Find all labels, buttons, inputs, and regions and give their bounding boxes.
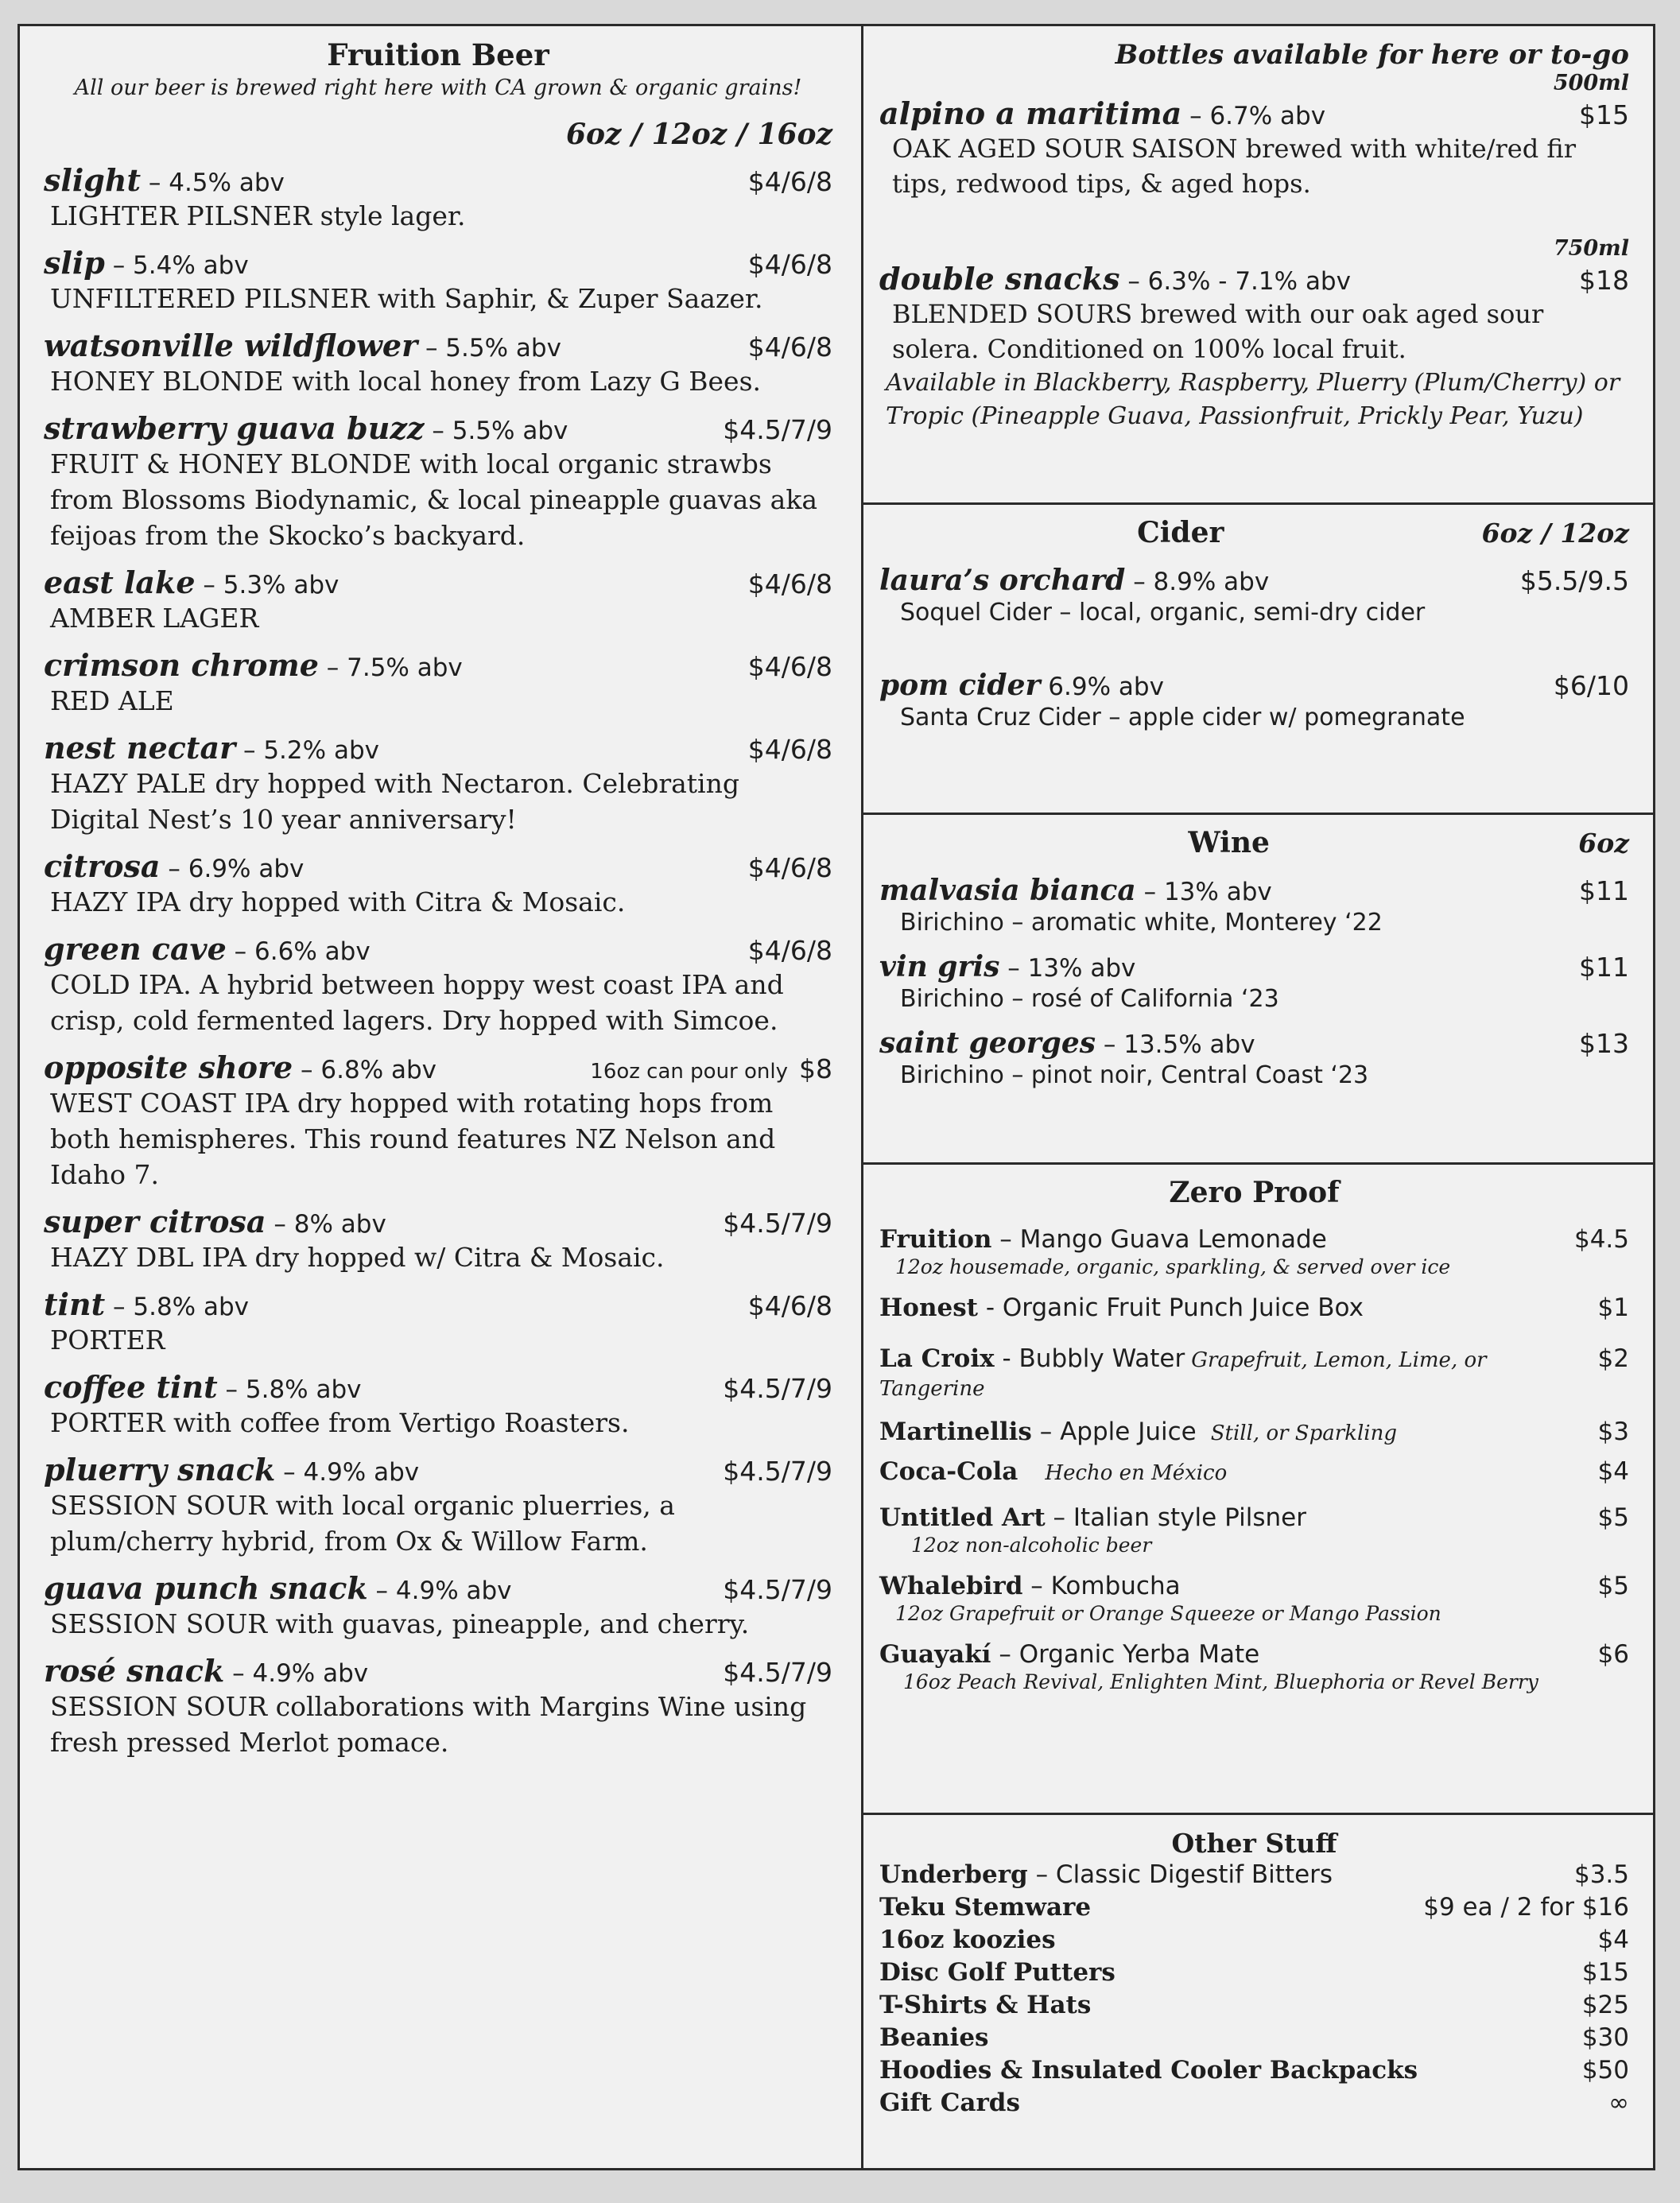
beer-desc: WEST COAST IPA dry hopped with rotating hops from both hemispheres. This round features NZ Nelson and Idaho 7. <box>50 1088 776 1190</box>
zp-brand: Honest <box>879 1293 978 1322</box>
beer-price: $4/6/8 <box>747 935 832 966</box>
beer-price: $4/6/8 <box>747 852 832 883</box>
beer-price: $4/6/8 <box>747 734 832 765</box>
beer-column <box>20 26 861 2168</box>
wine-item <box>879 1026 1629 1092</box>
beer-desc: HONEY BLONDE with local honey from Lazy G Bees. <box>50 366 761 397</box>
wine-price: $11 <box>1579 952 1629 983</box>
beer-abv: – 5.8% abv <box>217 1375 362 1404</box>
beer-desc: SESSION SOUR collaborations with Margins Wine using fresh pressed Merlot pomace. <box>50 1691 807 1758</box>
bottle-desc: OAK AGED SOUR SAISON brewed with white/red fir tips, redwood tips, & aged hops. <box>892 134 1576 199</box>
cider-name: pom cider <box>879 669 1041 702</box>
zp-price: $2 <box>1597 1344 1629 1373</box>
other-stuff-item <box>879 1924 1629 1957</box>
zero-proof-item <box>879 1457 1629 1486</box>
cider-desc: Soquel Cider – local, organic, semi-dry cider <box>900 599 1426 626</box>
zp-detail: 12oz non-alcoholic beer <box>911 1534 1152 1557</box>
zp-brand: Martinellis <box>879 1418 1032 1446</box>
os-item-price: $3.5 <box>1573 1860 1629 1889</box>
beer-name: citrosa <box>44 848 161 884</box>
beer-abv: – 4.9% abv <box>275 1458 420 1487</box>
os-item-name: Teku Stemware <box>879 1893 1092 1922</box>
beer-price: $4/6/8 <box>747 1290 832 1321</box>
bottles-header: Bottles available for here or to-go <box>1115 39 1629 71</box>
beer-desc: FRUIT & HONEY BLONDE with local organic strawbs from Blossoms Biodynamic, & local pineapple guavas aka feijoas from the Skocko’s backyard. <box>50 448 818 551</box>
beer-item <box>44 1452 832 1559</box>
beer-name: green cave <box>44 931 227 967</box>
zp-sep: – <box>1045 1503 1073 1532</box>
cider-section <box>863 505 1653 815</box>
wine-desc: Birichino – rosé of California ‘23 <box>900 985 1279 1013</box>
other-stuff-section <box>863 1815 1653 2168</box>
cider-desc: Santa Cruz Cider – apple cider w/ pomegranate <box>900 704 1465 731</box>
bottle-name: double snacks <box>879 261 1120 297</box>
beer-name: slip <box>44 245 105 281</box>
zp-brand: Coca-Cola <box>879 1457 1018 1486</box>
zp-product: Mango Guava Lemonade <box>1019 1225 1327 1254</box>
os-item-price: ∞ <box>1608 2089 1629 2117</box>
cider-name: laura’s orchard <box>879 564 1126 597</box>
zp-brand: La Croix <box>879 1344 995 1373</box>
beer-item <box>44 1369 832 1441</box>
beer-item <box>44 931 832 1038</box>
zp-detail: 12oz Grapefruit or Orange Squeeze or Mango Passion <box>895 1602 1441 1625</box>
beer-desc: HAZY IPA dry hopped with Citra & Mosaic. <box>50 886 626 917</box>
menu-page <box>17 24 1655 2170</box>
beer-abv: – 6.8% abv <box>293 1056 437 1084</box>
os-item-name: Beanies <box>879 2023 989 2052</box>
beer-abv: – 4.9% abv <box>224 1659 369 1688</box>
wine-sizes: 6oz <box>1578 828 1629 859</box>
os-item-price: $15 <box>1581 1958 1629 1987</box>
beer-price: $4/6/8 <box>747 332 832 363</box>
beer-item <box>44 1204 832 1275</box>
beer-price: $8 <box>799 1053 832 1084</box>
cider-price: $6/10 <box>1553 670 1629 701</box>
zero-proof-section <box>863 1165 1653 1815</box>
cider-abv: – 8.9% abv <box>1125 568 1270 596</box>
zp-sep: – <box>1022 1572 1051 1600</box>
wine-title: Wine <box>1188 826 1270 859</box>
cider-sizes: 6oz / 12oz <box>1481 518 1629 549</box>
beer-item <box>44 1570 832 1642</box>
beer-name: tint <box>44 1286 106 1322</box>
wine-price: $13 <box>1579 1028 1629 1059</box>
bottle-abv: – 6.7% abv <box>1181 102 1326 130</box>
beer-price: $4/6/8 <box>747 651 832 682</box>
zp-detail: 16oz Peach Revival, Enlighten Mint, Bluephoria or Revel Berry <box>903 1670 1538 1693</box>
zp-brand: Fruition <box>879 1225 992 1254</box>
other-stuff-item <box>879 2087 1629 2120</box>
beer-price: $4.5/7/9 <box>723 1574 832 1605</box>
zp-detail: 12oz housemade, organic, sparkling, & served over ice <box>895 1255 1451 1278</box>
beer-price: $4/6/8 <box>747 166 832 197</box>
zp-sep: – <box>1031 1418 1061 1446</box>
bottle-size: 750ml <box>1553 236 1629 261</box>
beer-price: $4.5/7/9 <box>723 1657 832 1688</box>
beer-item <box>44 647 832 719</box>
beer-abv: – 5.5% abv <box>417 334 561 363</box>
cider-item <box>879 669 1629 734</box>
os-item-price: $9 ea / 2 for $16 <box>1423 1893 1629 1922</box>
beer-item <box>44 730 832 837</box>
bottle-price: $18 <box>1579 265 1629 296</box>
beer-item <box>44 848 832 920</box>
beer-abv: – 4.5% abv <box>141 169 285 197</box>
wine-item <box>879 950 1629 1015</box>
beer-abv: – 5.3% abv <box>195 571 339 599</box>
can-pour-note: 16oz can pour only <box>590 1060 788 1084</box>
other-stuff-title: Other Stuff <box>1171 1828 1337 1859</box>
os-item-name: Gift Cards <box>879 2089 1020 2117</box>
beer-desc: LIGHTER PILSNER style lager. <box>50 200 466 231</box>
os-item-name: Disc Golf Putters <box>879 1958 1115 1987</box>
os-item-price: $30 <box>1581 2023 1629 2052</box>
wine-abv: – 13% abv <box>999 954 1136 983</box>
zp-product: Organic Yerba Mate <box>1018 1640 1260 1669</box>
beer-item <box>44 564 832 636</box>
bottles-section <box>863 26 1653 505</box>
beer-abv: – 4.9% abv <box>367 1577 512 1605</box>
beer-desc: HAZY PALE dry hopped with Nectaron. Celebrating Digital Nest’s 10 year anniversary! <box>50 768 739 835</box>
beer-name: crimson chrome <box>44 647 319 683</box>
zp-brand: Untitled Art <box>879 1503 1046 1532</box>
beer-name: watsonville wildflower <box>44 328 418 363</box>
beer-abv: – 5.5% abv <box>424 417 568 445</box>
beer-abv: – 6.9% abv <box>160 855 305 883</box>
beer-price: $4.5/7/9 <box>723 1373 832 1404</box>
beer-abv: – 5.4% abv <box>104 251 249 280</box>
beer-item <box>44 162 832 234</box>
bottle-name: alpino a maritima <box>879 95 1182 131</box>
zp-product: Organic Fruit Punch Juice Box <box>1002 1293 1364 1322</box>
right-column <box>863 26 1653 2168</box>
zp-price: $5 <box>1597 1503 1629 1532</box>
beer-item <box>44 245 832 316</box>
zp-brand: Guayakí <box>879 1640 991 1669</box>
os-item-price: $25 <box>1581 1991 1629 2019</box>
bottle-flavors-note: Available in Blackberry, Raspberry, Pluerry (Plum/Cherry) or Tropic (Pineapple Guava, Passionfruit, Prickly Pear, Yuzu) <box>886 369 1620 430</box>
other-stuff-item <box>879 2054 1629 2087</box>
zp-sep: - <box>978 1293 1003 1322</box>
beer-name: pluerry snack <box>44 1452 276 1487</box>
beer-item <box>44 410 832 553</box>
bottle-abv: – 6.3% - 7.1% abv <box>1119 267 1351 296</box>
beer-item <box>44 1049 832 1193</box>
beer-price: $4/6/8 <box>747 568 832 599</box>
zp-sep: - <box>994 1344 1019 1373</box>
zp-brand: Whalebird <box>879 1572 1023 1600</box>
beer-desc: PORTER <box>50 1325 165 1356</box>
wine-name: vin gris <box>879 950 1000 983</box>
beer-desc: COLD IPA. A hybrid between hoppy west coast IPA and crisp, cold fermented lagers. Dry hopped with Simcoe. <box>50 969 784 1036</box>
beer-name: super citrosa <box>44 1204 266 1239</box>
zp-variants: Grapefruit, Lemon, Lime, or Tangerine <box>879 1348 1487 1401</box>
bottle-desc: BLENDED SOURS brewed with our oak aged sour solera. Conditioned on 100% local fruit. <box>892 299 1544 364</box>
os-item-price: $4 <box>1597 1926 1629 1954</box>
os-item-name: 16oz koozies <box>879 1926 1056 1954</box>
zp-price: $5 <box>1597 1572 1629 1600</box>
os-item-name: Underberg <box>879 1860 1028 1889</box>
zp-product: Bubbly Water <box>1018 1344 1185 1373</box>
other-stuff-item <box>879 1957 1629 1989</box>
beer-abv: – 8% abv <box>266 1210 386 1239</box>
other-stuff-item <box>879 2022 1629 2054</box>
bottle-price: $15 <box>1579 99 1629 130</box>
bottle-size: 500ml <box>1553 71 1629 95</box>
beer-desc: SESSION SOUR with local organic pluerries, a plum/cherry hybrid, from Ox & Willow Farm. <box>50 1490 675 1557</box>
wine-abv: – 13% abv <box>1135 878 1272 906</box>
wine-name: malvasia bianca <box>879 874 1136 907</box>
beer-price: $4.5/7/9 <box>723 1456 832 1487</box>
beer-desc: SESSION SOUR with guavas, pineapple, and cherry. <box>50 1608 750 1639</box>
zp-price: $4 <box>1597 1457 1629 1486</box>
zero-proof-item <box>879 1572 1629 1627</box>
beer-desc: UNFILTERED PILSNER with Saphir, & Zuper Saazer. <box>50 283 763 314</box>
beer-price: $4.5/7/9 <box>723 1208 832 1239</box>
beer-abv: – 6.6% abv <box>226 937 371 966</box>
beer-name: slight <box>44 162 142 198</box>
beer-desc: RED ALE <box>50 685 174 716</box>
beer-desc: HAZY DBL IPA dry hopped w/ Citra & Mosaic. <box>50 1242 665 1273</box>
zp-variants: Still, or Sparkling <box>1210 1421 1397 1445</box>
zp-product: Apple Juice <box>1060 1418 1197 1446</box>
zp-product: Kombucha <box>1050 1572 1181 1600</box>
wine-price: $11 <box>1579 875 1629 906</box>
zero-proof-item <box>879 1293 1629 1322</box>
os-item-extra: – Classic Digestif Bitters <box>1027 1860 1333 1889</box>
cider-title: Cider <box>1137 516 1224 549</box>
zp-price: $4.5 <box>1573 1225 1629 1254</box>
cider-item <box>879 564 1629 629</box>
zero-proof-item <box>879 1640 1629 1696</box>
zero-proof-item <box>879 1225 1629 1281</box>
beer-section-subtitle: All our beer is brewed right here with CA grown & organic grains! <box>74 76 802 100</box>
wine-desc: Birichino – pinot noir, Central Coast ‘23 <box>900 1061 1369 1089</box>
os-item-name: T-Shirts & Hats <box>879 1991 1092 2019</box>
wine-name: saint georges <box>879 1026 1096 1060</box>
wine-item <box>879 874 1629 939</box>
zp-price: $3 <box>1597 1418 1629 1446</box>
wine-desc: Birichino – aromatic white, Monterey ‘22 <box>900 909 1383 937</box>
beer-name: east lake <box>44 564 196 600</box>
beer-item <box>44 1653 832 1760</box>
zero-proof-item <box>879 1503 1629 1559</box>
zp-variants: Hecho en México <box>1045 1461 1228 1485</box>
wine-abv: – 13.5% abv <box>1096 1030 1255 1059</box>
beer-item <box>44 1286 832 1358</box>
beer-name: opposite shore <box>44 1049 293 1085</box>
zp-price: $1 <box>1597 1293 1629 1322</box>
beer-name: strawberry guava buzz <box>44 410 425 446</box>
beer-section-title: Fruition Beer <box>327 37 549 72</box>
zp-price: $6 <box>1597 1640 1629 1669</box>
beer-name: nest nectar <box>44 730 236 766</box>
zp-sep: – <box>991 1225 1020 1254</box>
os-item-price: $50 <box>1581 2056 1629 2085</box>
zero-proof-item <box>879 1418 1629 1446</box>
zero-proof-item <box>879 1344 1629 1402</box>
beer-desc: AMBER LAGER <box>50 603 259 634</box>
beer-name: rosé snack <box>44 1653 225 1689</box>
os-item-name: Hoodies & Insulated Cooler Backpacks <box>879 2056 1418 2085</box>
beer-sizes: 6oz / 12oz / 16oz <box>565 118 832 151</box>
beer-name: coffee tint <box>44 1369 218 1405</box>
zp-sep: – <box>991 1640 1019 1669</box>
zero-proof-title: Zero Proof <box>1169 1176 1340 1209</box>
other-stuff-item <box>879 1859 1629 1891</box>
beer-item <box>44 328 832 399</box>
beer-abv: – 5.2% abv <box>235 736 379 765</box>
cider-price: $5.5/9.5 <box>1519 565 1629 596</box>
cider-abv: 6.9% abv <box>1040 673 1164 701</box>
beer-desc: PORTER with coffee from Vertigo Roasters. <box>50 1407 630 1438</box>
beer-abv: – 7.5% abv <box>318 654 463 682</box>
zp-product: Italian style Pilsner <box>1073 1503 1306 1532</box>
beer-name: guava punch snack <box>44 1570 368 1606</box>
other-stuff-item <box>879 1989 1629 2022</box>
beer-abv: – 5.8% abv <box>105 1293 250 1321</box>
beer-price: $4/6/8 <box>747 249 832 280</box>
other-stuff-item <box>879 1891 1629 1924</box>
beer-price: $4.5/7/9 <box>723 414 832 445</box>
wine-section <box>863 815 1653 1165</box>
